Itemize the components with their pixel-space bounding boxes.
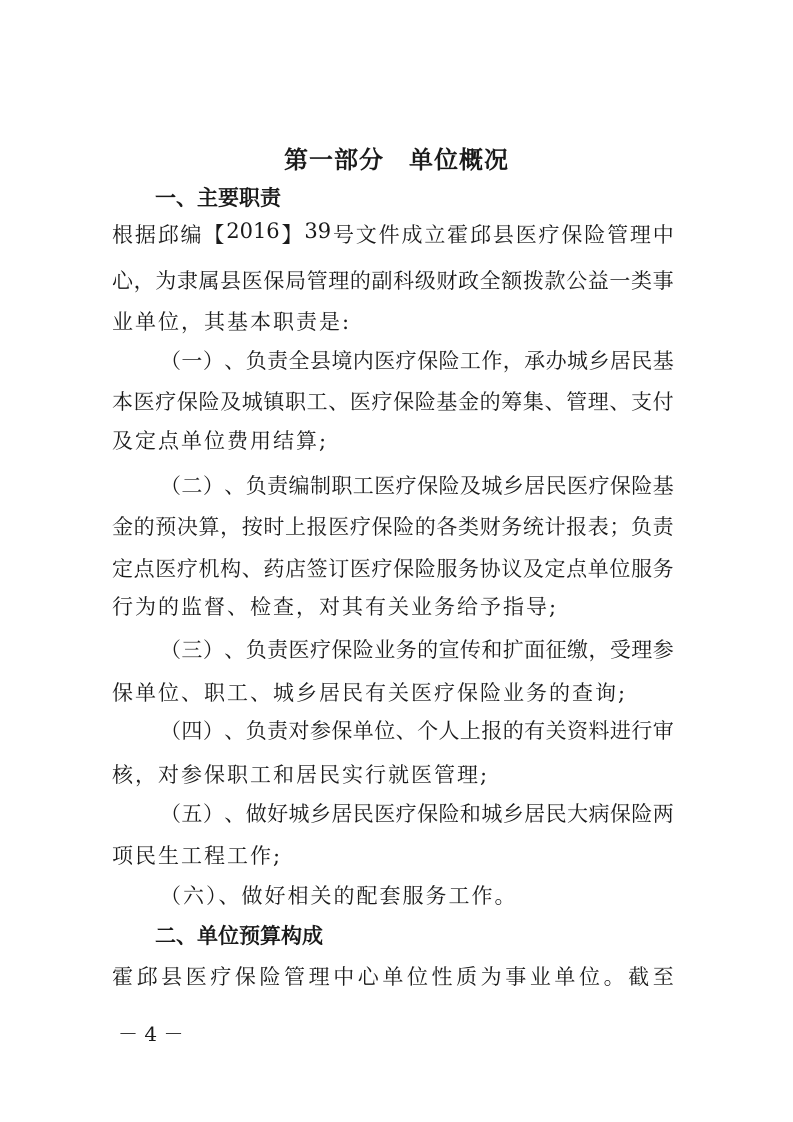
paragraph-line: （ 四 ） 、 负 责 对 参 保 单 位 、 个 人 上 报 的 有 关 资 料 进 行 审 — [160, 719, 674, 743]
paragraph-line: 保单位、职工、城乡居民有关医疗保险业务的查询; — [112, 681, 628, 705]
paragraph-line: 根 据 邱 编 【 2016 】 39 号 文 件 成 立 霍 邱 县 医 疗 保 险 管 理 中 — [112, 219, 674, 247]
paragraph-line: 本 医 疗 保 险 及 城 镇 职 工 、 医 疗 保 险 基 金 的 筹 集 、 管 理 、 支 付 — [112, 390, 674, 414]
paragraph-line: 金 的 预 决 算 ， 按 时 上 报 医 疗 保 险 的 各 类 财 务 统 计 报 表 ； 负 责 — [112, 515, 674, 539]
paragraph-line: （ 一 ） 、 负 责 全 县 境 内 医 疗 保 险 工 作 ， 承 办 城 乡 居 民 基 — [160, 349, 674, 373]
paragraph-line: 项民生工程工作; — [112, 844, 283, 868]
paragraph-line: 霍 邱 县 医 疗 保 险 管 理 中 心 单 位 性 质 为 事 业 单 位 。 截 至 — [112, 965, 674, 989]
paragraph-line: （六）、做好相关的配套服务工作。 — [160, 884, 518, 908]
paragraph-line: （ 二 ） 、 负 责 编 制 职 工 医 疗 保 险 及 城 乡 居 民 医 疗 保 险 基 — [160, 474, 674, 498]
paragraph-line: 定 点 医 疗 机 构 、 药 店 签 订 医 疗 保 险 服 务 协 议 及 定 点 单 位 服 务 — [112, 557, 674, 581]
paragraph-line: （ 五 ） 、 做 好 城 乡 居 民 医 疗 保 险 和 城 乡 居 民 大 病 保 险 两 — [160, 802, 674, 826]
page-number: － 4 － — [118, 1022, 184, 1046]
section-heading-duties: 一、主要职责 — [155, 186, 281, 210]
page-title: 第一部分 单位概况 — [284, 146, 509, 174]
paragraph-line: 核，对参保职工和居民实行就医管理; — [112, 763, 490, 787]
paragraph-line: 行为的监督、检查，对其有关业务给予指导; — [112, 595, 559, 619]
paragraph-line: （ 三 ） 、 负 责 医 疗 保 险 业 务 的 宣 传 和 扩 面 征 缴 ， 受 理 参 — [160, 638, 674, 662]
paragraph-line: 业单位，其基本职责是: — [112, 310, 352, 334]
paragraph-line: 及定点单位费用结算; — [112, 429, 329, 453]
section-heading-budget: 二、单位预算构成 — [155, 924, 323, 948]
paragraph-line: 心 ， 为 隶 属 县 医 保 局 管 理 的 副 科 级 财 政 全 额 拨 款 公 益 一 类 事 — [112, 269, 674, 293]
